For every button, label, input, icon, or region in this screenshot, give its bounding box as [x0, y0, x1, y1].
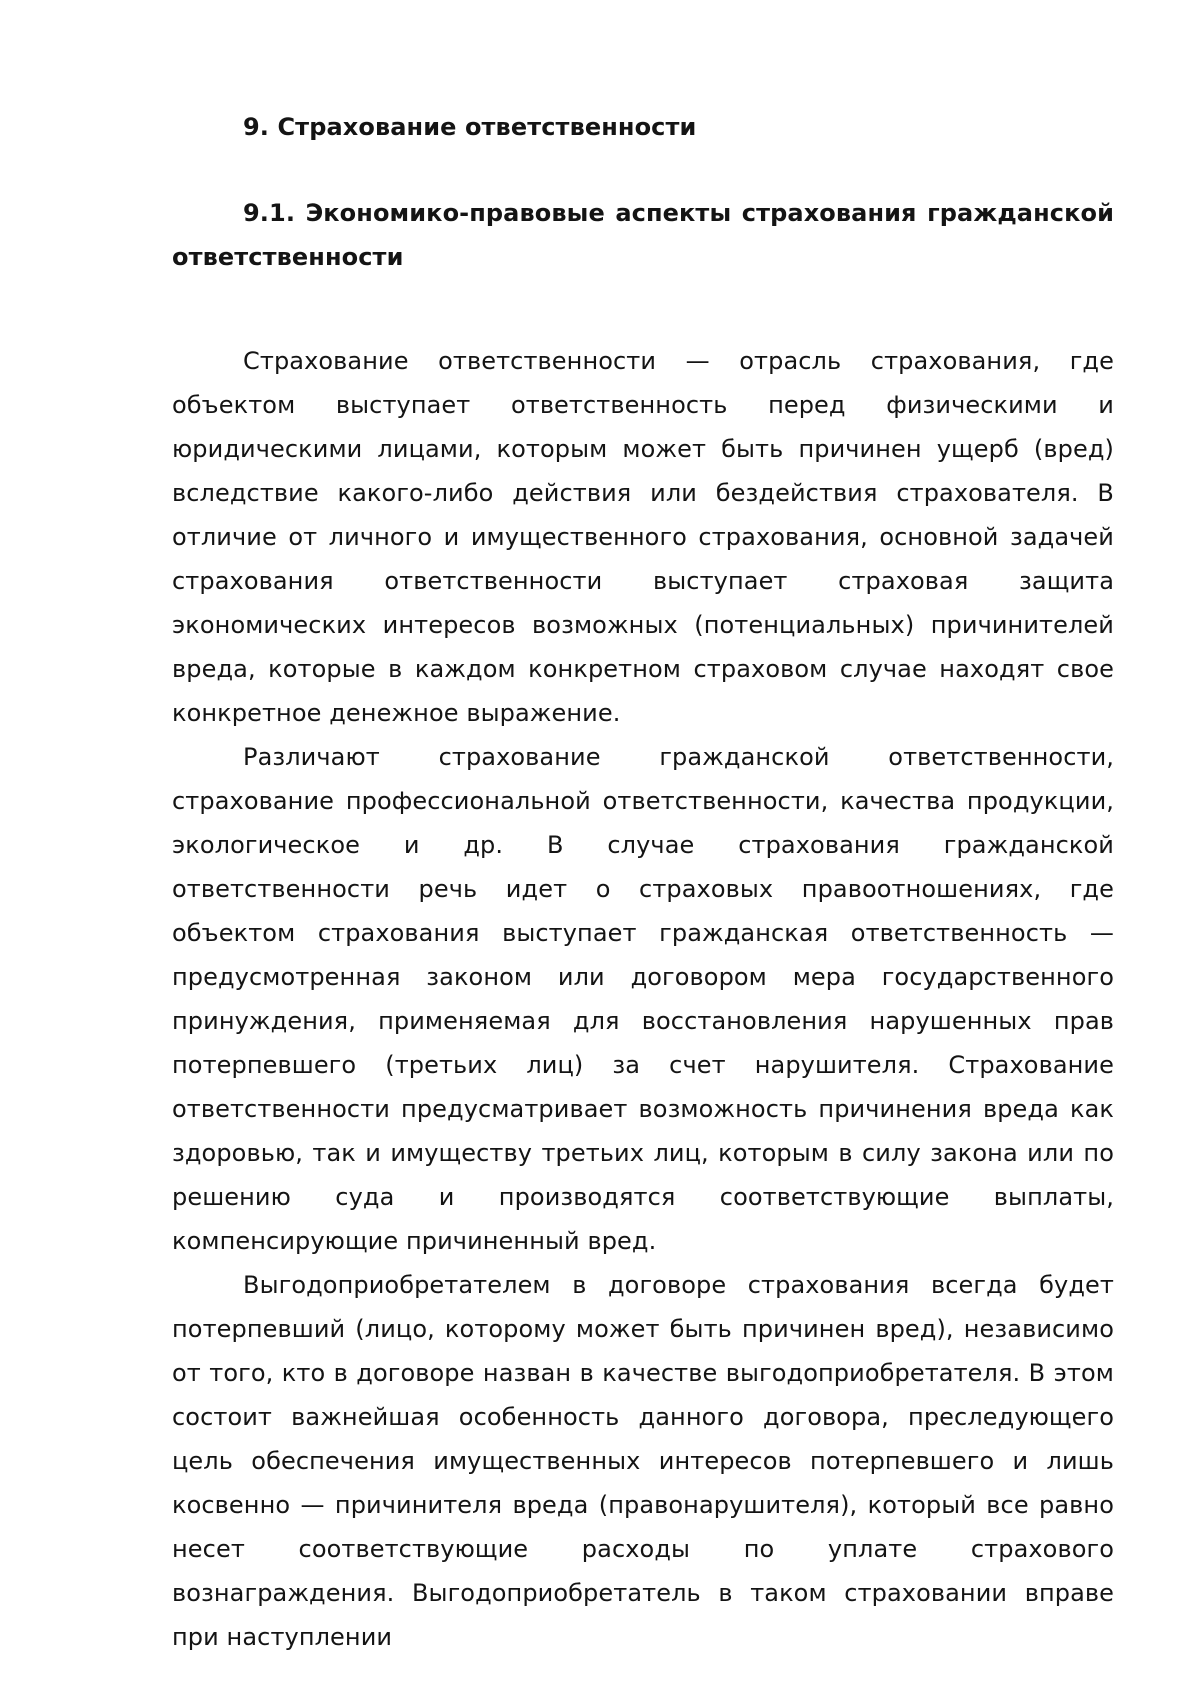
paragraph-2: Различают страхование гражданской ответственности, страхование профессиональной ответственности, качества продукции, экологическое и др. В случае страхования гражданской ответственности речь идет о страховых правоотношениях, где объектом страхования выступает гражданская ответственность — предусмотренная законом или договором мера государственного принуждения, применяемая для восстановления нарушенных прав потерпевшего (третьих лиц) за счет нарушителя. Страхование ответственности предусматривает возможность причинения вреда как здоровью, так и имуществу третьих лиц, которым в силу закона или по решению суда и производятся соответствующие выплаты, компенсирующие причиненный вред. [172, 743, 1114, 1255]
paragraph-3: Выгодоприобретателем в договоре страхования всегда будет потерпевший (лицо, которому может быть причинен вред), независимо от того, кто в договоре назван в качестве выгодоприобретателя. В этом состоит важнейшая особенность данного договора, преследующего цель обеспечения имущественных интересов потерпевшего и лишь косвенно — причинителя вреда (правонарушителя), который все равно несет соответствующие расходы по уплате страхового вознаграждения. Выгодоприобретатель в таком страховании вправе при наступлении [172, 1271, 1114, 1651]
paragraph-1: Страхование ответственности — отрасль страхования, где объектом выступает ответственность перед физическими и юридическими лицами, которым может быть причинен ущерб (вред) вследствие какого-либо действия или бездействия страхователя. В отличие от личного и имущественного страхования, основной задачей страхования ответственности выступает страховая защита экономических интересов возможных (потенциальных) причинителей вреда, которые в каждом конкретном страховом случае находят свое конкретное денежное выражение. [172, 347, 1114, 727]
subsection-title: 9.1. Экономико-правовые аспекты страхования гражданской ответственности [172, 199, 1114, 271]
section-title: 9. Страхование ответственности [243, 113, 697, 141]
document-body [172, 105, 1114, 1659]
